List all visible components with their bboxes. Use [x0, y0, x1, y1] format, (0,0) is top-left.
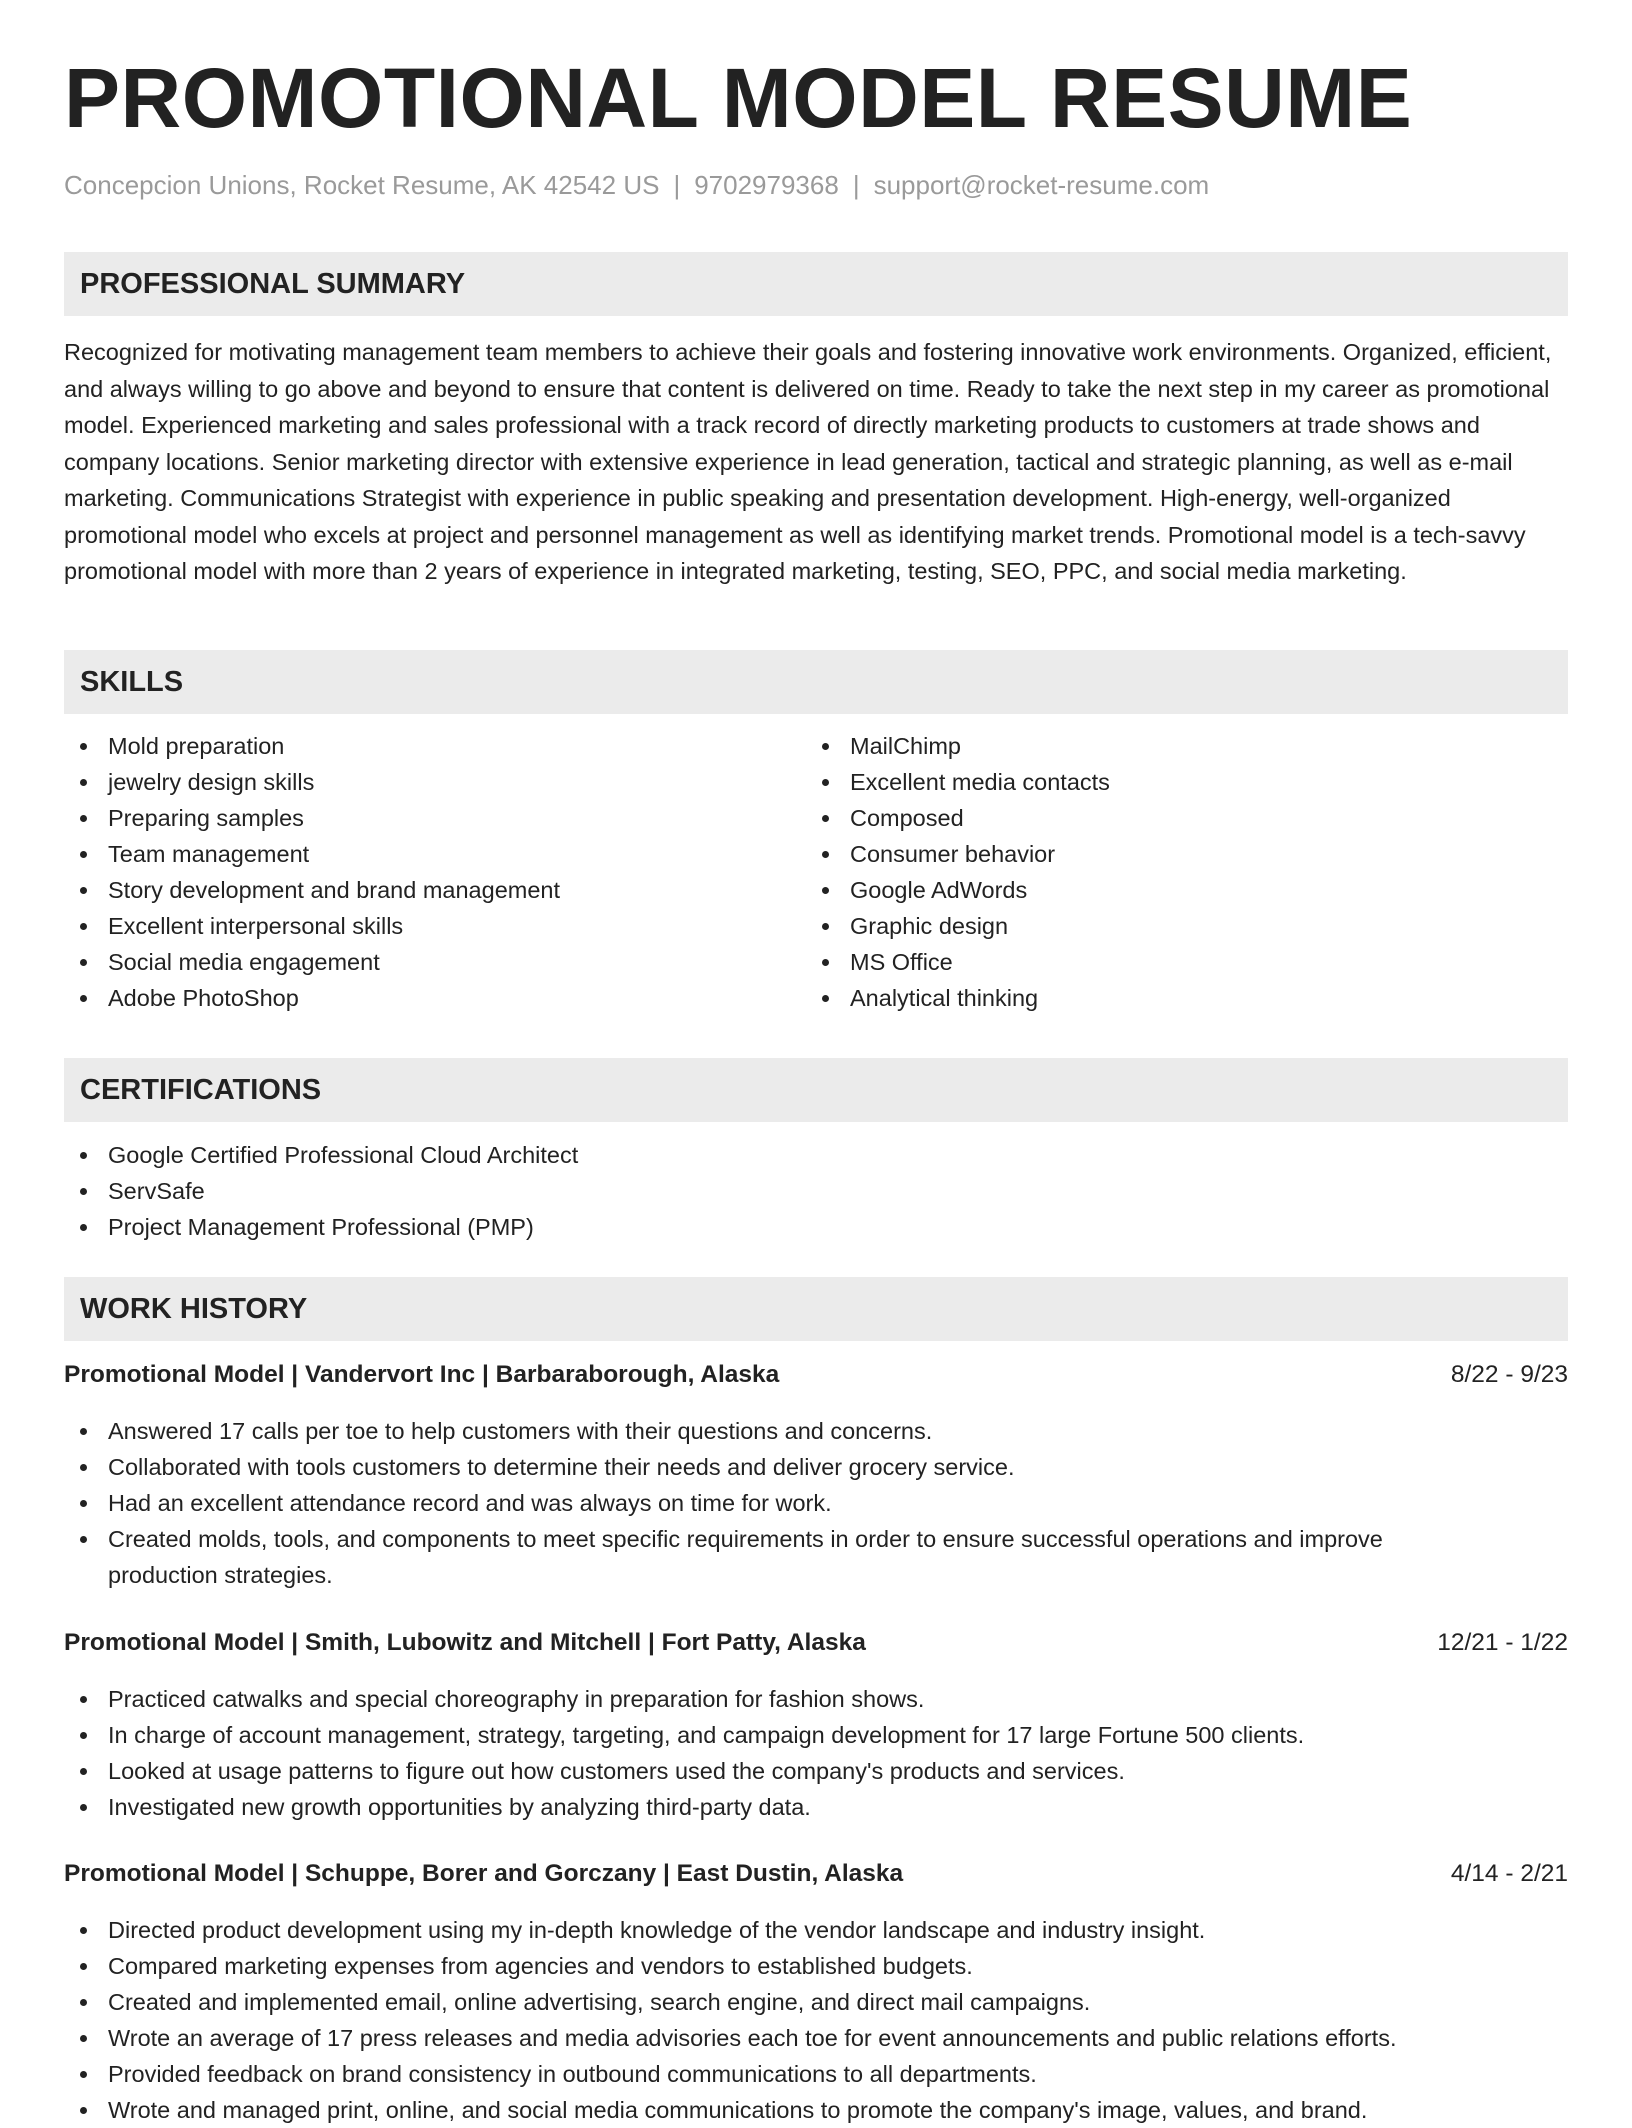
list-item: Looked at usage patterns to figure out how customers used the company's products and services.	[64, 1753, 1568, 1789]
skills-list-left	[64, 728, 794, 1016]
list-item: ServSafe	[64, 1173, 1568, 1209]
list-item: Created molds, tools, and components to meet specific requirements in order to ensure successful operations and improve production strategies.	[64, 1521, 1484, 1593]
list-item: Excellent interpersonal skills	[64, 908, 794, 944]
list-item: Project Management Professional (PMP)	[64, 1209, 1568, 1245]
list-item: Adobe PhotoShop	[64, 980, 794, 1016]
list-item: Team management	[64, 836, 794, 872]
list-item: Wrote and managed print, online, and social media communications to promote the company's image, values, and brand.	[64, 2092, 1568, 2128]
list-item: MailChimp	[806, 728, 1536, 764]
list-item: Google Certified Professional Cloud Architect	[64, 1137, 1568, 1173]
page-title: PROMOTIONAL MODEL RESUME	[64, 51, 1413, 145]
contact-separator: |	[852, 170, 860, 200]
list-item: In charge of account management, strategy, targeting, and campaign development for 17 large Fortune 500 clients.	[64, 1717, 1568, 1753]
list-item: Directed product development using my in-depth knowledge of the vendor landscape and industry insight.	[64, 1912, 1568, 1948]
list-item: Collaborated with tools customers to determine their needs and deliver grocery service.	[64, 1449, 1484, 1485]
job-title: Promotional Model | Smith, Lubowitz and Mitchell | Fort Patty, Alaska	[64, 1629, 866, 1656]
list-item: Answered 17 calls per toe to help customers with their questions and concerns.	[64, 1413, 1484, 1449]
list-item: Compared marketing expenses from agencies and vendors to established budgets.	[64, 1948, 1568, 1984]
list-item: Consumer behavior	[806, 836, 1536, 872]
job-bullets	[64, 1413, 1484, 1593]
skills-list-right	[806, 728, 1536, 1016]
contact-line	[64, 170, 1209, 201]
list-item: Wrote an average of 17 press releases and media advisories each toe for event announcements and public relations efforts.	[64, 2020, 1568, 2056]
job-title: Promotional Model | Vandervort Inc | Barbaraborough, Alaska	[64, 1361, 780, 1388]
list-item: Google AdWords	[806, 872, 1536, 908]
list-item: Preparing samples	[64, 800, 794, 836]
contact-address: Concepcion Unions, Rocket Resume, AK 42542 US	[64, 170, 660, 200]
certifications-list	[64, 1137, 1568, 1245]
list-item: jewelry design skills	[64, 764, 794, 800]
list-item: Social media engagement	[64, 944, 794, 980]
list-item: Created and implemented email, online advertising, search engine, and direct mail campaigns.	[64, 1984, 1568, 2020]
list-item: MS Office	[806, 944, 1536, 980]
list-item: Had an excellent attendance record and was always on time for work.	[64, 1485, 1484, 1521]
contact-phone: 9702979368	[694, 170, 839, 200]
job-title: Promotional Model | Schuppe, Borer and Gorczany | East Dustin, Alaska	[64, 1860, 904, 1887]
list-item: Analytical thinking	[806, 980, 1536, 1016]
contact-separator: |	[673, 170, 681, 200]
job-bullets	[64, 1681, 1568, 1825]
contact-email: support@rocket-resume.com	[873, 170, 1210, 200]
list-item: Mold preparation	[64, 728, 794, 764]
section-header-skills: SKILLS	[64, 650, 1568, 714]
list-item: Excellent media contacts	[806, 764, 1536, 800]
list-item: Investigated new growth opportunities by analyzing third-party data.	[64, 1789, 1568, 1825]
job-bullets	[64, 1912, 1568, 2128]
job-dates: 12/21 - 1/22	[1437, 1629, 1568, 1656]
list-item: Composed	[806, 800, 1536, 836]
list-item: Story development and brand management	[64, 872, 794, 908]
section-header-work-history: WORK HISTORY	[64, 1277, 1568, 1341]
list-item: Graphic design	[806, 908, 1536, 944]
section-header-summary: PROFESSIONAL SUMMARY	[64, 252, 1568, 316]
job-dates: 4/14 - 2/21	[1450, 1860, 1568, 1887]
job-dates: 8/22 - 9/23	[1450, 1361, 1568, 1388]
list-item: Practiced catwalks and special choreography in preparation for fashion shows.	[64, 1681, 1568, 1717]
section-header-certifications: CERTIFICATIONS	[64, 1058, 1568, 1122]
list-item: Provided feedback on brand consistency in outbound communications to all departments.	[64, 2056, 1568, 2092]
summary-text: Recognized for motivating management team members to achieve their goals and fostering innovative work environments. Organized, efficient, and always willing to go above and beyond to ensure that content is delivered on time. Ready to take the next step in my career as promotional model. Experienced marketing and sales professional with a track record of directly marketing products to customers at trade shows and company locations. Senior marketing director with extensive experience in lead generation, tactical and strategic planning, as well as e-mail marketing. Communications Strategist with experience in public speaking and presentation development. High-energy, well-organized promotional model who excels at project and personnel management as well as identifying market trends. Promotional model is a tech-savvy promotional model with more than 2 years of experience in integrated marketing, testing, SEO, PPC, and social media marketing.	[64, 339, 1552, 584]
